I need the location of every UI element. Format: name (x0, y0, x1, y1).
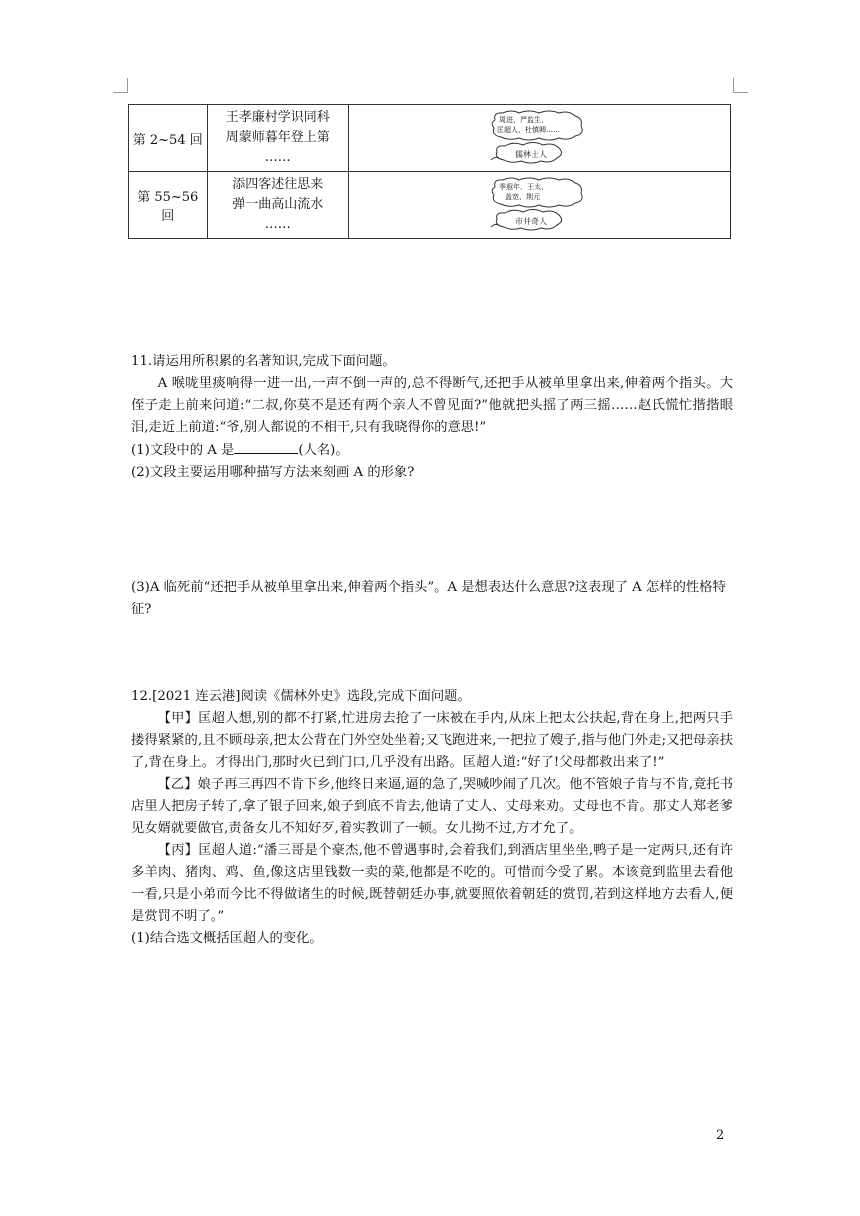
chapter-range: 第 55~56 回 (129, 172, 208, 239)
passage: A 喉咙里痰响得一进一出,一声不倒一声的,总不得断气,还把手从被单里拿出来,伸着两个指头。大侄子走上前来问道:“二叔,你莫不是还有两个亲人不曾见面?”他就把头摇了两三摇……赵氏慌忙揩揩眼泪,走近上前道:“爷,别人都说的不相干,只有我晓得你的意思!” (131, 376, 733, 435)
chapter-titles (207, 172, 348, 239)
chapter-range: 第 2~54 回 (129, 105, 208, 172)
table-row (129, 172, 731, 239)
question-11 (131, 351, 733, 484)
cloud-top-label: 季遐年、王太、 盖宽、荆元 (498, 183, 548, 201)
chapter-title-line: 添四客述往思来 (232, 177, 324, 192)
chapter-title-line: …… (264, 217, 291, 232)
question-11-sub3 (131, 577, 733, 621)
chapter-title-line: …… (264, 150, 291, 165)
table-row (129, 105, 731, 172)
sub-question-1: (1)结合选文概括匡超人的变化。 (131, 931, 323, 946)
page-number: 2 (716, 1128, 725, 1143)
cloud-bottom-label: 市井奇人 (514, 217, 547, 226)
sub-question-1: (1)文段中的 A 是 (人名)。 (131, 439, 733, 462)
cloud-bottom-label: 儒林士人 (514, 150, 547, 159)
chapter-title-line: 周蒙师暮年登上第 (225, 130, 330, 145)
passage-jia: 【甲】匡超人想,别的都不打紧,忙进房去抢了一床被在手内,从床上把太公扶起,背在身上,把两只手搂得紧紧的,且不顾母亲,把太公背在门外空处坐着;又飞跑进来,一把拉了嫂子,指与他门外走;又把母亲扶了,背在身上。才得出门,那时火已到门口,几乎没有出路。匡超人道:“好了!父母都救出来了!” (131, 711, 733, 770)
sub-question-2: (2)文段主要运用哪种描写方法来刻画 A 的形象? (131, 465, 415, 480)
sub-question-3: (3)A 临死前“还把手从被单里拿出来,伸着两个指头”。A 是想表达什么意思?这表现了 A 怎样的性格特征? (131, 580, 726, 617)
question-header: 12.[2021 连云港]阅读《儒林外史》选段,完成下面问题。 (131, 689, 471, 704)
cloud-diagram (489, 175, 599, 237)
chapter-title-line: 王孝廉村学识同科 (225, 110, 330, 125)
question-header: 11.请运用所积累的名著知识,完成下面问题。 (131, 354, 396, 369)
chapter-titles (207, 105, 348, 172)
passage-bing: 【丙】匡超人道:“潘三哥是个豪杰,他不曾遇事时,会着我们,到酒店里坐坐,鸭子是一定两只,还有许多羊肉、猪肉、鸡、鱼,像这店里钱数一卖的菜,他都是不吃的。可惜而今受了累。本该竟到监里去看他一看,只是小弟而今比不得做诸生的时候,既替朝廷办事,就要照依着朝廷的赏罚,若到这样地方去看人,便是赏罚不明了。” (131, 843, 733, 924)
character-cloud-cell (348, 172, 730, 239)
answer-blank[interactable] (234, 439, 298, 454)
question-12 (131, 686, 733, 950)
crop-mark-right (733, 78, 748, 93)
chapter-table (128, 104, 731, 239)
cloud-top-label: 周进、严监生、 匡超人、杜慎卿…… (496, 116, 560, 134)
passage-yi: 【乙】娘子再三再四不肯下乡,他终日来逼,逼的急了,哭喊吵闹了几次。他不管娘子肯与不肯,竟托书店里人把房子转了,拿了银子回来,娘子到底不肯去,他请了丈人、丈母来劝。丈母也不肯。那丈人郑老爹见女婿就要做官,责备女儿不知好歹,着实教训了一顿。女儿拗不过,方才允了。 (131, 777, 733, 836)
cloud-diagram (489, 108, 599, 170)
chapter-title-line: 弹一曲高山流水 (232, 197, 324, 212)
crop-mark-left (113, 78, 128, 93)
character-cloud-cell (348, 105, 730, 172)
